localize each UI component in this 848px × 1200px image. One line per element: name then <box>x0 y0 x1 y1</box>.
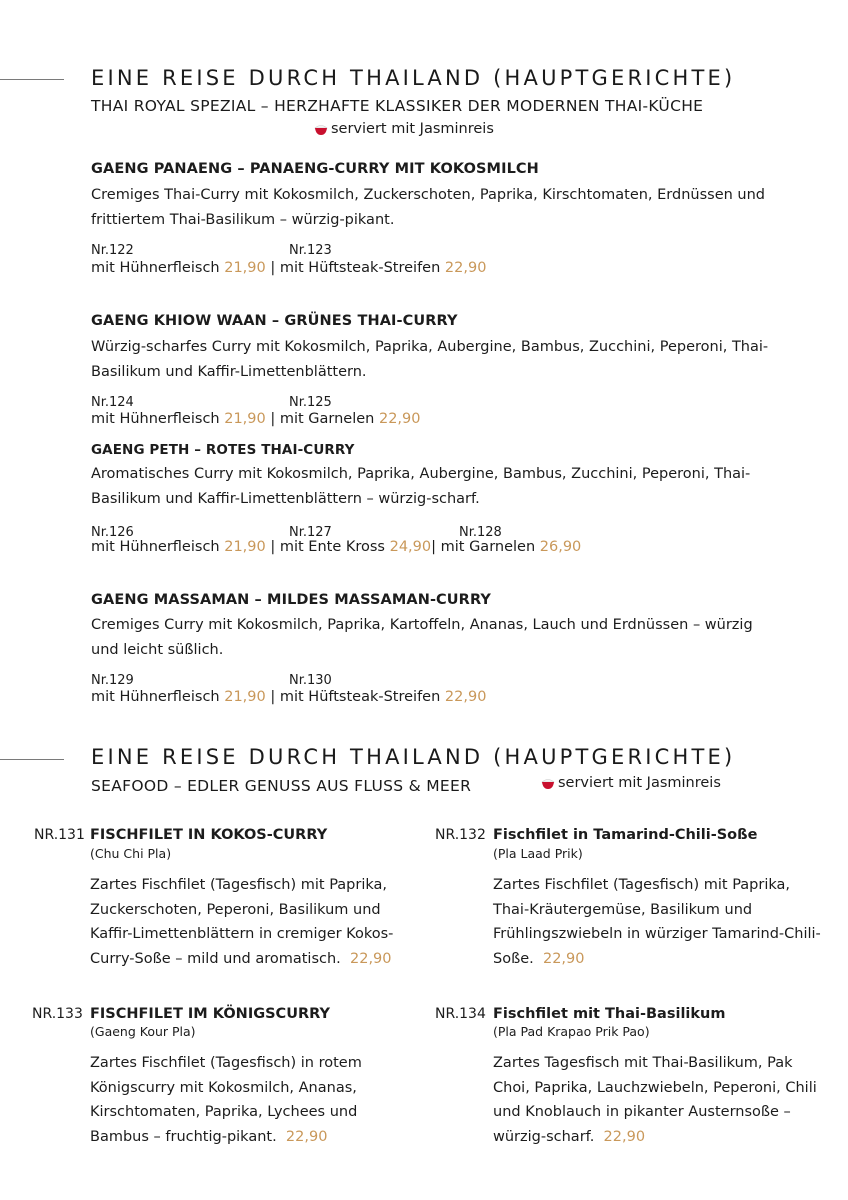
dish-price: 22,90 <box>350 950 392 967</box>
option-price: 22,90 <box>444 689 487 705</box>
dish-title-massaman: GAENG MASSAMAN – MILDES MASSAMAN-CURRY <box>91 592 492 608</box>
item-number: Nr.122 <box>91 243 134 258</box>
dish-title-khiow-waan: GAENG KHIOW WAAN – GRÜNES THAI-CURRY <box>91 313 458 329</box>
dish-description-panaeng: Cremiges Thai-Curry mit Kokosmilch, Zuckerschoten, Paprika, Kirschtomaten, Erdnüssen und frittiertem Thai-Basilikum – würzig-pikant. <box>91 187 766 228</box>
option-price: 21,90 <box>224 539 266 555</box>
price-options-row <box>91 260 486 276</box>
option-label: mit Hühnerfleisch <box>91 260 220 276</box>
option-separator: | <box>265 260 280 276</box>
rice-bowl-icon <box>541 776 555 790</box>
item-number: Nr.124 <box>91 395 134 410</box>
dish-title: Fischfilet in Tamarind-Chili-Soße <box>493 827 758 843</box>
option-price: 21,90 <box>224 689 266 705</box>
section-title: EINE REISE DURCH THAILAND (HAUPTGERICHTE) <box>91 745 736 769</box>
option-price: 21,90 <box>224 260 266 276</box>
rice-note-text: serviert mit Jasminreis <box>331 121 494 137</box>
dish-title-peth: GAENG PETH – ROTES THAI-CURRY <box>91 442 355 458</box>
option-label: mit Hühnerfleisch <box>91 411 220 427</box>
price-options-row <box>91 689 486 705</box>
option-separator: | <box>265 689 280 705</box>
rice-bowl-icon <box>314 122 328 136</box>
price-options-row <box>91 539 581 555</box>
option-label: mit Hüftsteak-Streifen <box>279 260 441 276</box>
dish-title: Fischfilet mit Thai-Basilikum <box>493 1006 726 1022</box>
option-price: 21,90 <box>224 411 266 427</box>
dish-price: 22,90 <box>542 950 585 967</box>
dish-price: 22,90 <box>285 1128 328 1145</box>
dish-description-khiow-waan: Würzig-scharfes Curry mit Kokosmilch, Paprika, Aubergine, Bambus, Zucchini, Peperoni, Thai-Basilikum und Kaffir-Limettenblättern. <box>91 339 769 380</box>
item-number: NR.133 <box>32 1006 83 1022</box>
dish-thai-name: (Pla Laad Prik) <box>493 846 583 861</box>
option-separator: | <box>265 539 280 555</box>
dish-description <box>90 1051 410 1149</box>
option-label: mit Garnelen <box>440 539 536 555</box>
item-number: NR.131 <box>34 827 85 843</box>
option-separator: | <box>265 411 280 427</box>
dish-description-text: Zartes Fischfilet (Tagesfisch) mit Paprika, Thai-Kräutergemüse, Basilikum und Frühlingszwiebeln in würziger Tamarind-Chili-Soße. <box>493 877 821 967</box>
dish-description-text: Zartes Fischfilet (Tagesfisch) in rotem Königscurry mit Kokosmilch, Ananas, Kirschtomaten, Paprika, Lychees und Bambus – fruchtig-pikant. <box>90 1055 362 1145</box>
item-number: Nr.127 <box>289 525 332 540</box>
dish-title: FISCHFILET IN KOKOS-CURRY <box>90 827 328 843</box>
dish-title-panaeng: GAENG PANAENG – PANAENG-CURRY MIT KOKOSMILCH <box>91 161 539 177</box>
item-number: Nr.126 <box>91 525 134 540</box>
dish-title: FISCHFILET IM KÖNIGSCURRY <box>90 1006 331 1022</box>
option-label: mit Hühnerfleisch <box>91 539 220 555</box>
item-number: NR.134 <box>435 1006 486 1022</box>
dish-thai-name: (Pla Pad Krapao Prik Pao) <box>493 1024 650 1039</box>
item-number: NR.132 <box>435 827 486 843</box>
section-title: EINE REISE DURCH THAILAND (HAUPTGERICHTE) <box>91 66 736 90</box>
item-number: Nr.128 <box>459 525 502 540</box>
dish-description-massaman: Cremiges Curry mit Kokosmilch, Paprika, Kartoffeln, Ananas, Lauch und Erdnüssen – würzig und leicht süßlich. <box>91 617 753 658</box>
section-divider-line <box>0 759 64 760</box>
item-number: Nr.130 <box>289 673 332 688</box>
section-subtitle: SEAFOOD – EDLER GENUSS AUS FLUSS & MEER <box>91 777 472 795</box>
option-price: 24,90 <box>389 539 432 555</box>
option-label: mit Ente Kross <box>279 539 385 555</box>
price-options-row <box>91 411 421 427</box>
dish-description-text: Zartes Fischfilet (Tagesfisch) mit Paprika, Zuckerschoten, Peperoni, Basilikum und Kaffir-Limettenblättern in cremiger Kokos-Curry-Soße – mild und aromatisch. <box>90 877 394 967</box>
dish-price: 22,90 <box>603 1128 646 1145</box>
option-price: 22,90 <box>378 411 421 427</box>
option-label: mit Hühnerfleisch <box>91 689 220 705</box>
section-subtitle: THAI ROYAL SPEZIAL – HERZHAFTE KLASSIKER DER MODERNEN THAI-KÜCHE <box>91 97 704 115</box>
dish-description <box>493 873 828 971</box>
dish-description-text: Zartes Tagesfisch mit Thai-Basilikum, Pak Choi, Paprika, Lauchzwiebeln, Peperoni, Chili und Knoblauch in pikanter Austernsoße – würzig-scharf. <box>493 1055 817 1145</box>
option-price: 26,90 <box>539 539 582 555</box>
option-label: mit Hüftsteak-Streifen <box>279 689 441 705</box>
dish-description <box>493 1051 828 1149</box>
option-price: 22,90 <box>444 260 487 276</box>
dish-thai-name: (Chu Chi Pla) <box>90 846 172 861</box>
dish-description-peth: Aromatisches Curry mit Kokosmilch, Paprika, Aubergine, Bambus, Zucchini, Peperoni, Thai-Basilikum und Kaffir-Limettenblättern – würzig-scharf. <box>91 466 751 507</box>
option-separator: | <box>431 539 441 555</box>
rice-note-text: serviert mit Jasminreis <box>558 775 721 791</box>
item-number: Nr.123 <box>289 243 332 258</box>
section-divider-line <box>0 79 64 80</box>
rice-note <box>541 775 721 791</box>
dish-thai-name: (Gaeng Kour Pla) <box>90 1024 196 1039</box>
item-number: Nr.125 <box>289 395 332 410</box>
rice-note <box>314 121 494 137</box>
item-number: Nr.129 <box>91 673 134 688</box>
option-label: mit Garnelen <box>279 411 375 427</box>
dish-description <box>90 873 420 971</box>
